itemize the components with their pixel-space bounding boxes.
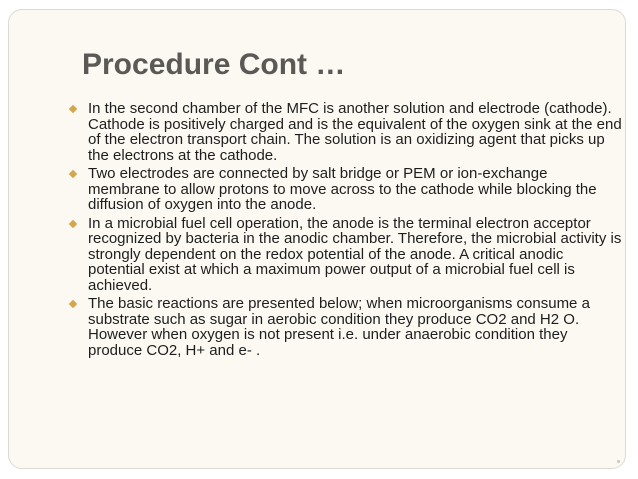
diamond-bullet-icon bbox=[69, 219, 77, 227]
diamond-bullet-icon bbox=[69, 170, 77, 178]
bullet-item bbox=[70, 296, 622, 358]
bullet-text: Two electrodes are connected by salt bridge or PEM or ion-exchange membrane to allow protons to move across to the cathode while blocking the diffusion of oxygen into the anode. bbox=[88, 165, 597, 213]
page-indicator-dot bbox=[617, 460, 620, 463]
slide-title: Procedure Cont … bbox=[82, 48, 346, 81]
bullet-item bbox=[70, 216, 622, 294]
diamond-bullet-icon bbox=[69, 300, 77, 308]
bullet-text: In the second chamber of the MFC is another solution and electrode (cathode). Cathode is positively charged and is the equivalent of the oxygen sink at the end of the electron transport chain. The solution is an oxidizing agent that picks up the electrons at the cathode. bbox=[88, 100, 622, 164]
bullet-item bbox=[70, 101, 622, 163]
bullet-text: In a microbial fuel cell operation, the anode is the terminal electron acceptor recognized by bacteria in the anodic chamber. Therefore, the microbial activity is strongly dependent on the redox potential of the anode. A critical anodic potential exist at which a maximum power output of a microbial fuel cell is achieved. bbox=[88, 214, 622, 294]
bullet-list bbox=[70, 101, 622, 361]
diamond-bullet-icon bbox=[69, 105, 77, 113]
bullet-item bbox=[70, 166, 622, 213]
bullet-text: The basic reactions are presented below; when microorganisms consume a substrate such as sugar in aerobic condition they produce CO2 and H2 O. However when oxygen is not present i.e. under anaerobic condition they produce CO2, H+ and e- . bbox=[88, 295, 590, 359]
